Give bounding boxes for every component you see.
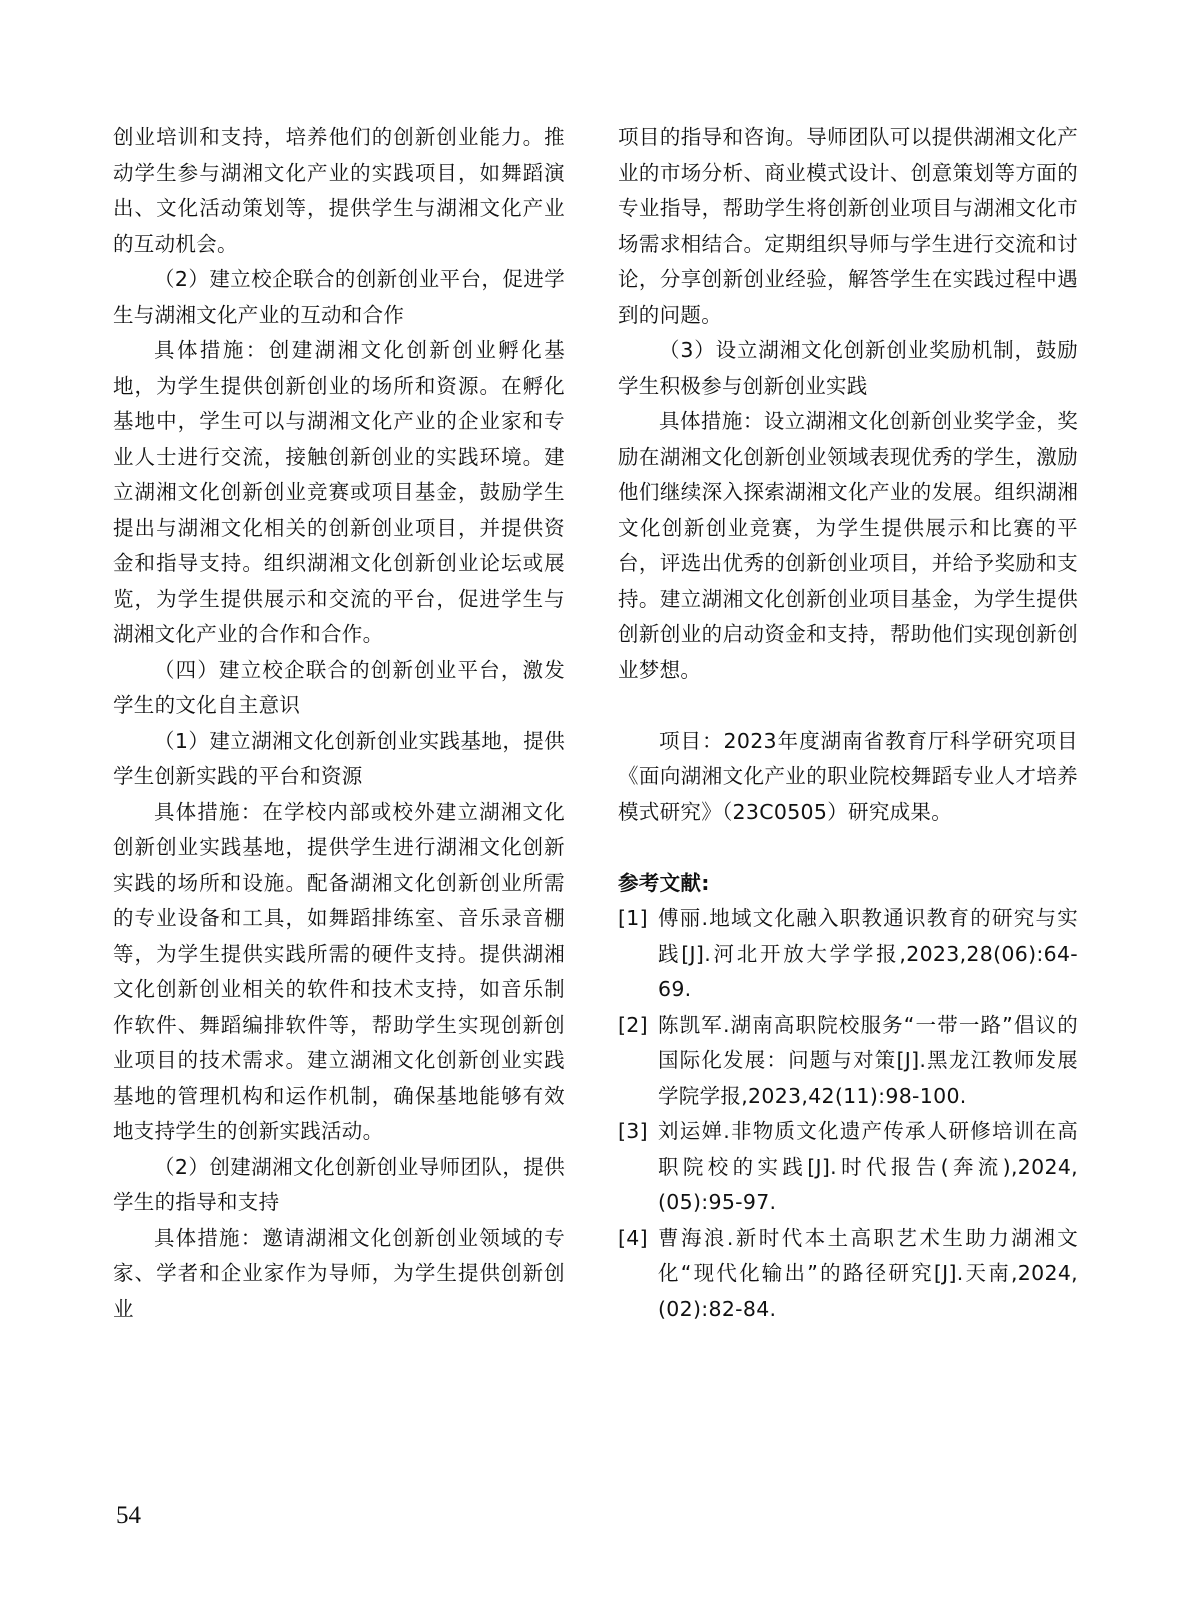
reference-label: [2]	[618, 1012, 648, 1037]
page-number: 54	[116, 1502, 141, 1529]
paragraph: （2）建立校企联合的创新创业平台，促进学生与湖湘文化产业的互动和合作	[113, 267, 565, 327]
paragraph: 创业培训和支持，培养他们的创新创业能力。推动学生参与湖湘文化产业的实践项目，如舞蹈演出、文化活动策划等，提供学生与湖湘文化产业的互动机会。	[113, 125, 565, 256]
reference-text: 陈凯军.湖南高职院校服务“一带一路”倡议的国际化发展：问题与对策[J].黑龙江教师发展学院学报,2023,42(11):98-100.	[658, 1012, 1078, 1108]
paragraph: 具体措施：创建湖湘文化创新创业孵化基地，为学生提供创新创业的场所和资源。在孵化基地中，学生可以与湖湘文化产业的企业家和专业人士进行交流，接触创新创业的实践环境。建立湖湘文化创新创业竞赛或项目基金，鼓励学生提出与湖湘文化相关的创新创业项目，并提供资金和指导支持。组织湖湘文化创新创业论坛或展览，为学生提供展示和交流的平台，促进学生与湖湘文化产业的合作和合作。	[113, 338, 565, 646]
paragraph: 具体措施：在学校内部或校外建立湖湘文化创新创业实践基地，提供学生进行湖湘文化创新实践的场所和设施。配备湖湘文化创新创业所需的专业设备和工具，如舞蹈排练室、音乐录音棚等，为学生提供实践所需的硬件支持。提供湖湘文化创新创业相关的软件和技术支持，如音乐制作软件、舞蹈编排软件等，帮助学生实现创新创业项目的技术需求。建立湖湘文化创新创业实践基地的管理机构和运作机制，确保基地能够有效地支持学生的创新实践活动。	[113, 799, 565, 1143]
reference-label: [4]	[618, 1225, 648, 1250]
reference-text: 刘运婵.非物质文化遗产传承人研修培训在高职院校的实践[J].时代报告(奔流),2024,(05):95-97.	[658, 1119, 1078, 1214]
reference-item	[618, 1008, 1078, 1115]
project-funding-note: 项目：2023年度湖南省教育厅科学研究项目《面向湖湘文化产业的职业院校舞蹈专业人才培养模式研究》（23C0505）研究成果。	[618, 728, 1078, 824]
left-text-column	[113, 120, 565, 1327]
reference-text: 曹海浪.新时代本土高职艺术生助力湖湘文化“现代化输出”的路径研究[J].天南,2024,(02):82-84.	[658, 1225, 1078, 1321]
paragraph: 具体措施：设立湖湘文化创新创业奖学金，奖励在湖湘文化创新创业领域表现优秀的学生，激励他们继续深入探索湖湘文化产业的发展。组织湖湘文化创新创业竞赛，为学生提供展示和比赛的平台，评选出优秀的创新创业项目，并给予奖励和支持。建立湖湘文化创新创业项目基金，为学生提供创新创业的启动资金和支持，帮助他们实现创新创业梦想。	[618, 409, 1078, 682]
reference-item	[618, 1221, 1078, 1328]
paragraph: 项目的指导和咨询。导师团队可以提供湖湘文化产业的市场分析、商业模式设计、创意策划等方面的专业指导，帮助学生将创新创业项目与湖湘文化市场需求相结合。定期组织导师与学生进行交流和讨论，分享创新创业经验，解答学生在实践过程中遇到的问题。	[618, 125, 1078, 327]
reference-label: [1]	[618, 906, 648, 930]
paragraph: 具体措施：邀请湖湘文化创新创业领域的专家、学者和企业家作为导师，为学生提供创新创业	[113, 1225, 565, 1321]
reference-item	[618, 1114, 1078, 1221]
paragraph: （3）设立湖湘文化创新创业奖励机制，鼓励学生积极参与创新创业实践	[618, 338, 1078, 398]
paragraph: （1）建立湖湘文化创新创业实践基地，提供学生创新实践的平台和资源	[113, 728, 565, 788]
reference-text: 傅丽.地域文化融入职教通识教育的研究与实践[J].河北开放大学学报,2023,28(06):64-69.	[658, 906, 1078, 1001]
paragraph: （2）创建湖湘文化创新创业导师团队，提供学生的指导和支持	[113, 1154, 565, 1214]
right-text-column	[618, 120, 1078, 1327]
paragraph: （四）建立校企联合的创新创业平台，激发学生的文化自主意识	[113, 657, 565, 717]
references-list	[618, 901, 1078, 1327]
references-heading: 参考文献:	[618, 870, 710, 895]
reference-item	[618, 901, 1078, 1008]
reference-label: [3]	[618, 1119, 648, 1143]
